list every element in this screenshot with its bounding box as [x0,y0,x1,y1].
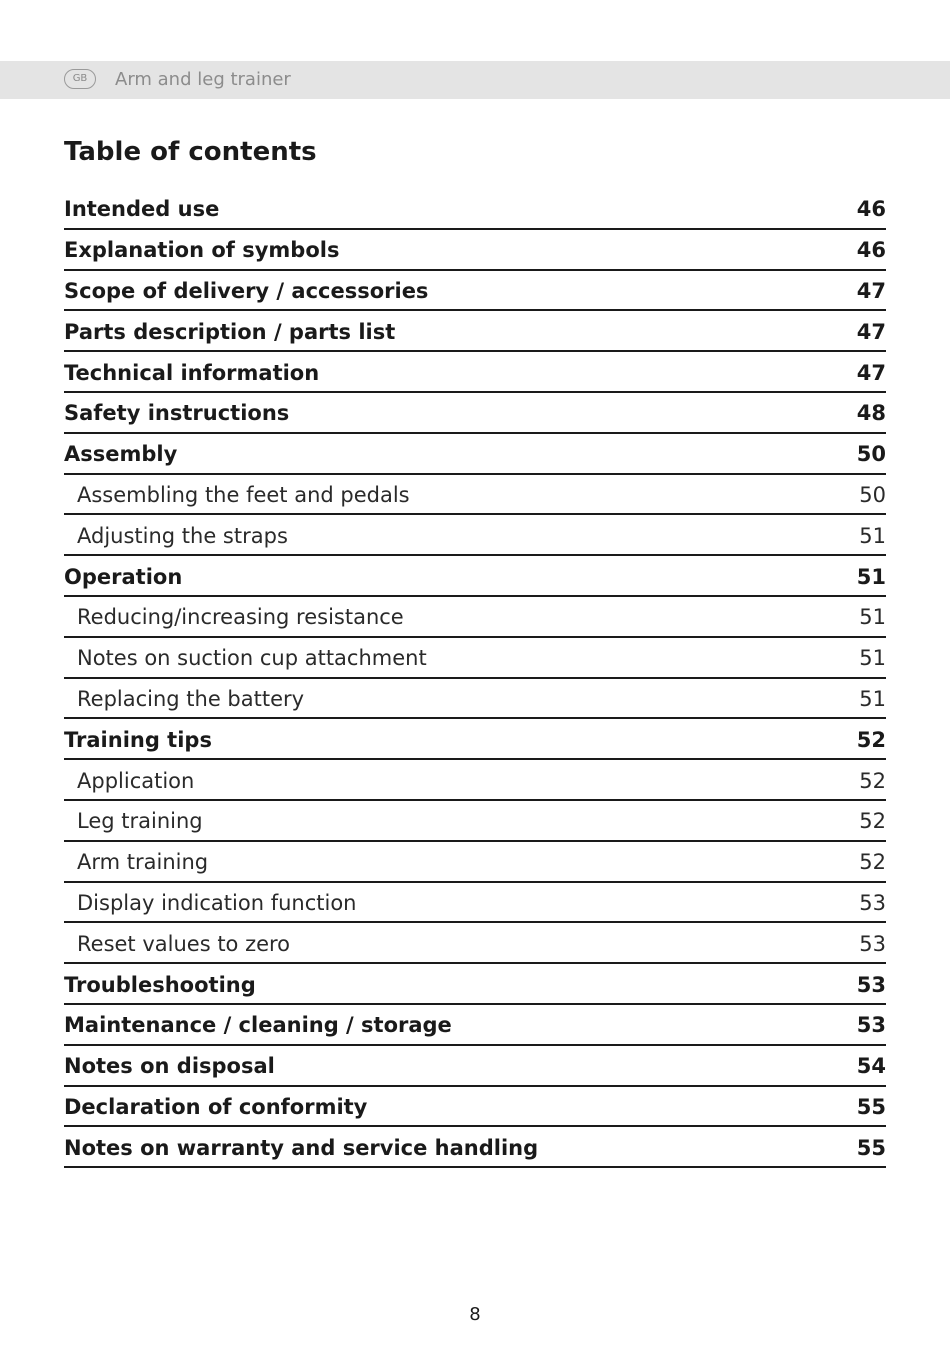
toc-entry[interactable] [64,1127,886,1168]
toc-entry-label: Assembly [64,442,178,467]
toc-entry-page: 51 [859,605,886,630]
toc-entry[interactable] [64,1087,886,1128]
toc-entry[interactable] [64,271,886,312]
toc-entry-label: Notes on suction cup attachment [77,646,427,671]
toc-entry[interactable] [64,556,886,597]
toc-entry-page: 55 [856,1094,886,1119]
toc-entry-label: Scope of delivery / accessories [64,278,429,303]
toc-entry-label: Assembling the feet and pedals [77,482,410,507]
toc-entry-label: Troubleshooting [64,972,256,997]
toc-entry-page: 47 [856,319,886,344]
toc-entry-label: Reducing/increasing resistance [77,605,404,630]
toc-entry-label: Explanation of symbols [64,238,340,263]
toc-entry[interactable] [64,311,886,352]
language-badge: GB [64,69,96,89]
toc-entry[interactable] [64,719,886,760]
toc-entry-page: 48 [856,401,886,426]
toc-entry-label: Declaration of conformity [64,1094,368,1119]
toc-entry-page: 53 [859,931,886,956]
toc-entry-page: 52 [859,768,886,793]
toc-entry[interactable] [64,760,886,801]
toc-entry-page: 53 [856,972,886,997]
toc-entry-label: Training tips [64,727,212,752]
toc-entry-page: 47 [856,360,886,385]
toc-entry[interactable] [64,597,886,638]
toc-entry-page: 46 [856,238,886,263]
toc-entry-page: 46 [856,197,886,222]
toc-entry[interactable] [64,801,886,842]
toc-entry[interactable] [64,230,886,271]
toc-entry-page: 51 [859,646,886,671]
document-header [0,61,950,99]
toc-entry[interactable] [64,638,886,679]
toc-entry-label: Adjusting the straps [77,523,288,548]
toc-entry-label: Parts description / parts list [64,319,396,344]
toc-entry[interactable] [64,393,886,434]
toc-entry-label: Intended use [64,197,220,222]
toc-entry[interactable] [64,189,886,230]
toc-entry-label: Operation [64,564,183,589]
toc-entry[interactable] [64,1046,886,1087]
toc-entry-label: Reset values to zero [77,931,291,956]
toc-entry-page: 52 [859,850,886,875]
toc-entry-page: 52 [859,809,886,834]
toc-entry[interactable] [64,842,886,883]
toc-entry[interactable] [64,883,886,924]
page-number: 8 [469,1304,481,1325]
toc-entry-page: 51 [859,686,886,711]
toc-entry-label: Notes on disposal [64,1054,275,1079]
toc-entry[interactable] [64,1005,886,1046]
toc-heading: Table of contents [64,137,317,167]
toc-entry-label: Replacing the battery [77,686,305,711]
toc-entry-page: 53 [856,1013,886,1038]
toc-entry-page: 54 [856,1054,886,1079]
toc-entry-page: 47 [856,278,886,303]
toc-entry[interactable] [64,923,886,964]
toc-entry-page: 52 [856,727,886,752]
document-title: Arm and leg trainer [115,69,291,90]
toc-entry[interactable] [64,679,886,720]
toc-entry-page: 51 [856,564,886,589]
toc-entry-label: Safety instructions [64,401,290,426]
toc-entry[interactable] [64,515,886,556]
toc-entry-label: Leg training [77,809,203,834]
toc-entry-page: 50 [859,482,886,507]
toc-list [64,189,886,1168]
toc-entry-label: Notes on warranty and service handling [64,1135,539,1160]
toc-entry[interactable] [64,434,886,475]
toc-entry-label: Technical information [64,360,320,385]
toc-entry-label: Arm training [77,850,209,875]
toc-entry-label: Maintenance / cleaning / storage [64,1013,452,1038]
toc-entry-page: 50 [856,442,886,467]
toc-entry-page: 51 [859,523,886,548]
toc-entry-label: Application [77,768,195,793]
toc-entry-page: 55 [856,1135,886,1160]
toc-entry[interactable] [64,964,886,1005]
toc-entry[interactable] [64,475,886,516]
toc-entry[interactable] [64,352,886,393]
toc-entry-label: Display indication function [77,890,357,915]
toc-entry-page: 53 [859,890,886,915]
